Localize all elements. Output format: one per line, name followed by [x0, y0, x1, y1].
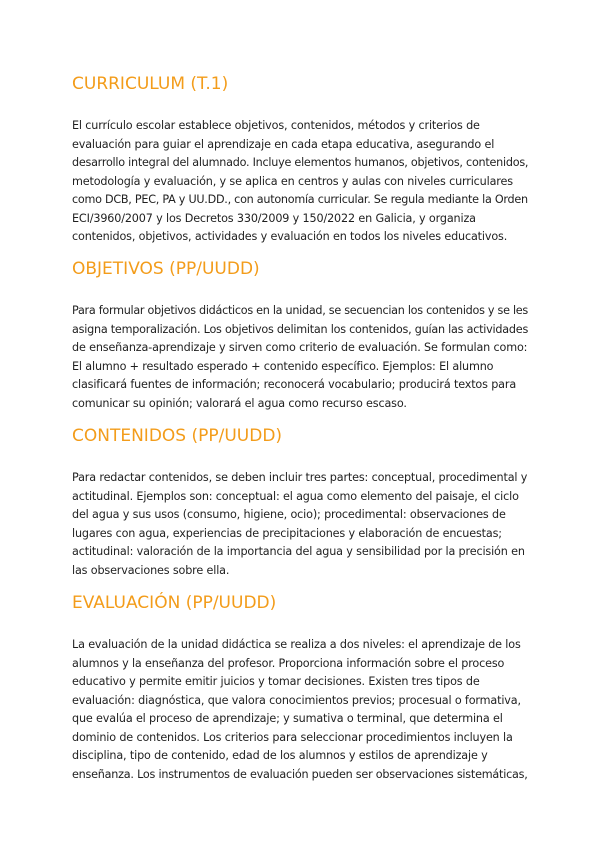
paragraph-line: disciplina, tipo de contenido, edad de los alumnos y estilos de aprendizaje y [72, 749, 488, 762]
paragraph-line: actitudinal. Ejemplos son: conceptual: el agua como elemento del paisaje, el ciclo [72, 489, 519, 503]
paragraph-line: contenidos, objetivos, actividades y evaluación en todos los niveles educativos. [72, 230, 508, 243]
section-paragraph-curriculum [72, 117, 528, 247]
paragraph-line: enseñanza. Los instrumentos de evaluación pueden ser observaciones sistemáticas, [72, 767, 528, 781]
paragraph-line: las observaciones sobre ella. [72, 563, 230, 577]
section-paragraph-objetivos [72, 302, 528, 413]
paragraph-line: actitudinal: valoración de la importancia del agua y sensibilidad por la precisión en [72, 545, 525, 558]
paragraph-line: dominio de contenidos. Los criterios para seleccionar procedimientos incluyen la [72, 730, 513, 744]
paragraph-line: El currículo escolar establece objetivos, contenidos, métodos y criterios de [72, 119, 480, 132]
paragraph-line: La evaluación de la unidad didáctica se realiza a dos niveles: el aprendizaje de los [72, 638, 521, 651]
paragraph-line: desarrollo integral del alumnado. Incluye elementos humanos, objetivos, contenidos, [72, 156, 529, 169]
paragraph-line: como DCB, PEC, PA y UU.DD., con autonomía curricular. Se regula mediante la Orden [72, 193, 528, 206]
paragraph-line: evaluación: diagnóstica, que valora conocimientos previos; procesual o formativa, [72, 693, 521, 707]
paragraph-line: que evalúa el proceso de aprendizaje; y sumativa o terminal, que determina el [72, 712, 503, 725]
paragraph-line: evaluación para guiar el aprendizaje en cada etapa educativa, asegurando el [72, 137, 495, 151]
paragraph-line: asigna temporalización. Los objetivos delimitan los contenidos, guían las actividades [72, 322, 529, 336]
paragraph-line: Para redactar contenidos, se deben incluir tres partes: conceptual, procedimental y [72, 471, 528, 484]
paragraph-line: comunicar su opinión; valorará el agua como recurso escaso. [72, 396, 407, 410]
paragraph-line: metodología y evaluación, y se aplica en centros y aulas con niveles curriculares [72, 174, 513, 188]
paragraph-line: clasificará fuentes de información; reconocerá vocabulario; producirá textos para [72, 378, 517, 391]
paragraph-line: Para formular objetivos didácticos en la unidad, se secuencian los contenidos y se les [72, 304, 528, 317]
section-heading-objetivos: OBJETIVOS (PP/UUDD) [72, 259, 260, 279]
section-paragraph-contenidos [72, 469, 528, 580]
section-heading-contenidos: CONTENIDOS (PP/UUDD) [72, 426, 283, 446]
paragraph-line: de enseñanza-aprendizaje y sirven como criterio de evaluación. Se formulan como: [72, 341, 528, 354]
paragraph-line: alumnos y la enseñanza del profesor. Proporciona información sobre el proceso [72, 656, 505, 670]
section-heading-curriculum: CURRICULUM (T.1) [72, 74, 229, 94]
section-paragraph-evaluacion [72, 636, 528, 784]
paragraph-line: El alumno + resultado esperado + contenido específico. Ejemplos: El alumno [72, 359, 494, 373]
paragraph-line: educativo y permite emitir juicios y tomar decisiones. Existen tres tipos de [72, 675, 480, 688]
paragraph-line: ECI/3960/2007 y los Decretos 330/2009 y 150/2022 en Galicia, y organiza [72, 211, 476, 225]
paragraph-line: lugares con agua, experiencias de precipitaciones y elaboración de encuestas; [72, 526, 502, 540]
paragraph-line: del agua y sus usos (consumo, higiene, ocio); procedimental: observaciones de [72, 508, 506, 521]
section-heading-evaluacion: EVALUACIÓN (PP/UUDD) [72, 593, 277, 613]
